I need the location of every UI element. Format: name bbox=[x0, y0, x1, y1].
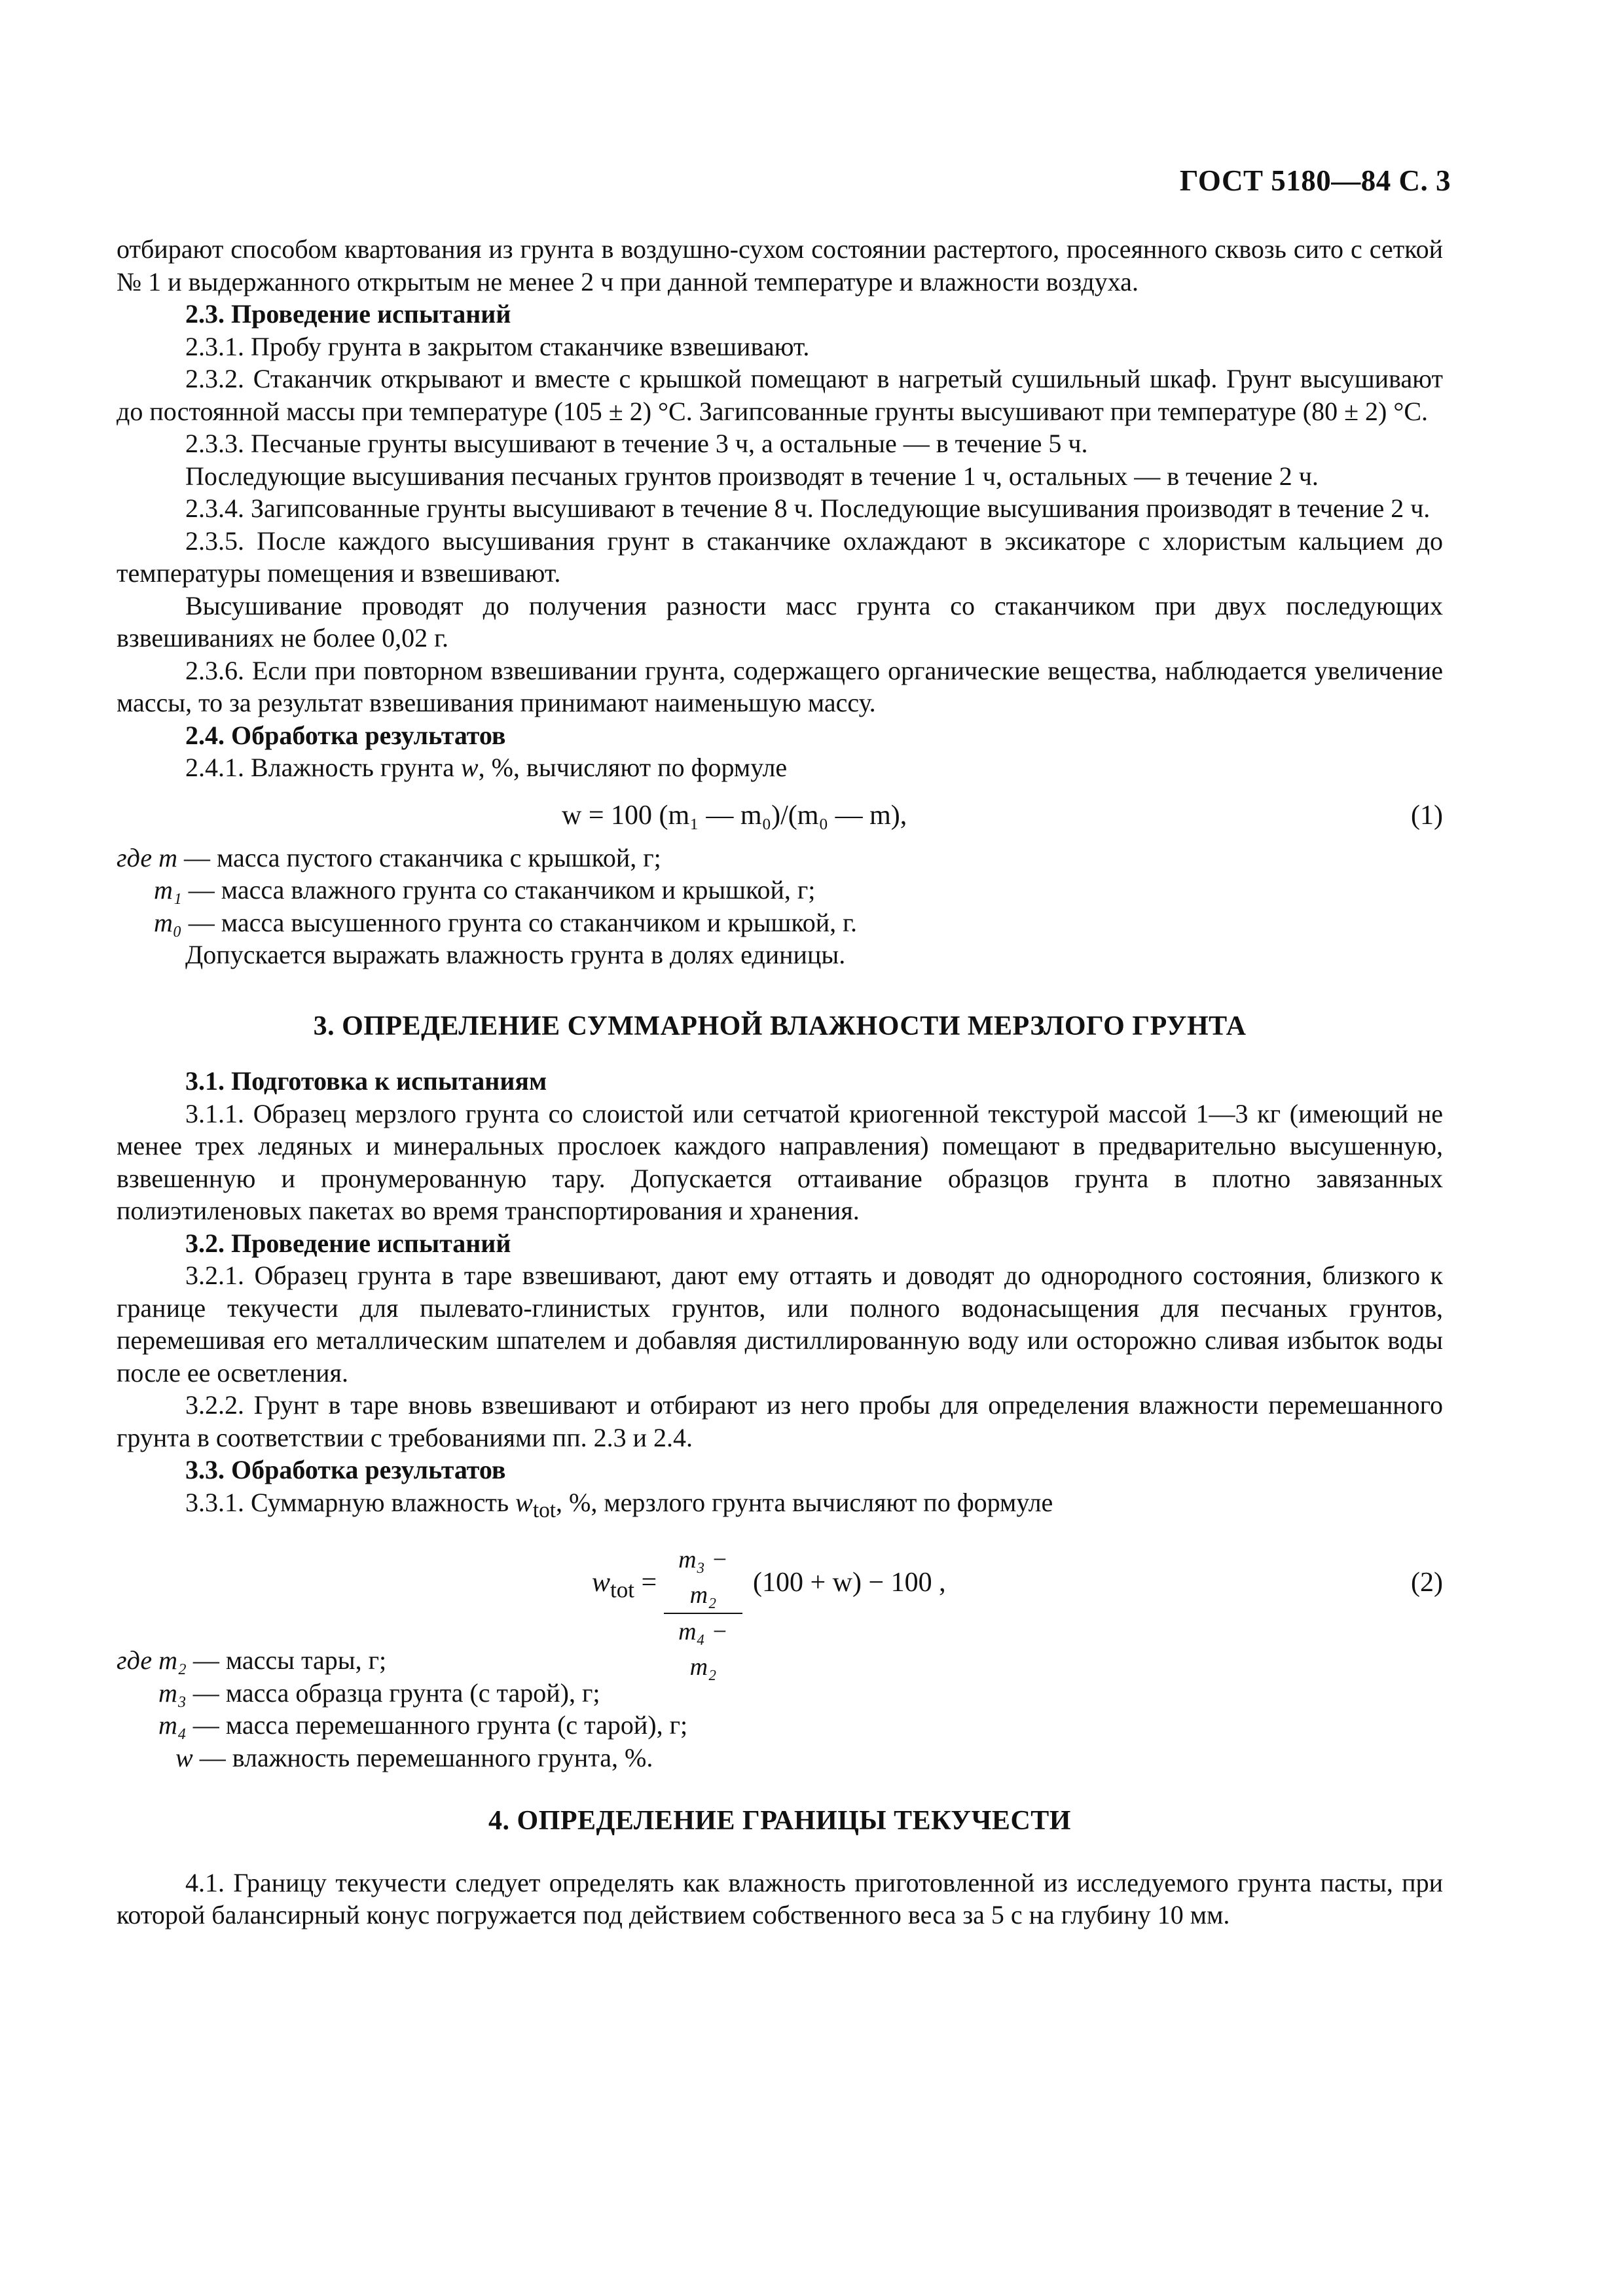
definition-m4 bbox=[117, 1709, 1443, 1742]
formula-2-fraction bbox=[664, 1542, 742, 1685]
numerator-text: m₃ − m₂ bbox=[678, 1546, 728, 1609]
definition-symbol: w bbox=[175, 1742, 193, 1772]
paragraph-2-3-4: 2.3.4. Загипсованные грунты высушивают в течение 8 ч. Последующие высушивания производят в течение 2 ч. bbox=[185, 493, 1431, 523]
paragraph-3-2-1: 3.2.1. Образец грунта в таре взвешивают, дают ему оттаять и доводят до однородного состояния, близкого к границе текучести для пылевато-глинистых грунтов, или полного водонасыщения для песчаных грунтов, перемешивая его металлическим шпателем и добавляя дистиллированную воду или осторожно сливая избыток воды после ее осветления. bbox=[117, 1261, 1443, 1388]
definition-symbol: m₁ bbox=[154, 875, 182, 905]
paragraph-allow: Допускается выражать влажность грунта в долях единицы. bbox=[185, 940, 846, 969]
definition-symbol: где m₂ bbox=[117, 1645, 187, 1675]
variable-w: w bbox=[460, 753, 479, 782]
paragraph-3-2-2: 3.2.2. Грунт в таре вновь взвешивают и отбирают из него пробы для определения влажности перемешанного грунта в соответствии с требованиями пп. 2.3 и 2.4. bbox=[117, 1390, 1443, 1452]
paragraph-intro: отбирают способом квартования из грунта в воздушно-сухом состоянии растертого, просеянного сквозь сито с сеткой № 1 и выдержанного открытым не менее 2 ч при данной температуре и влажности воздуха. bbox=[117, 234, 1443, 296]
formula-2-equals: = bbox=[634, 1568, 657, 1598]
formula-2-numerator bbox=[664, 1542, 742, 1614]
heading-2-4: 2.4. Обработка результатов bbox=[185, 720, 506, 750]
definition-text: — масса высушенного грунта со стаканчиком и крышкой, г. bbox=[181, 907, 858, 937]
definition-text: — масса пустого стаканчика с крышкой, г; bbox=[177, 842, 661, 872]
paragraph-2-3-6: 2.3.6. Если при повторном взвешивании грунта, содержащего органические вещества, наблюдается увеличение массы, то за результат взвешивания принимают наименьшую массу. bbox=[117, 655, 1443, 717]
definition-symbol: m₃ bbox=[158, 1677, 187, 1708]
definition-text: — масса образца грунта (с тарой), г; bbox=[186, 1677, 600, 1708]
paragraph-2-4-1-text: 2.4.1. Влажность грунта bbox=[185, 753, 461, 782]
paragraph-2-3-5b: Высушивание проводят до получения разности масс грунта со стаканчиком при двух последующих взвешиваниях не более 0,02 г. bbox=[117, 590, 1443, 653]
paragraph-2-3-5: 2.3.5. После каждого высушивания грунт в стаканчике охлаждают в эксикаторе с хлористым кальцием до температуры помещения и взвешивают. bbox=[117, 526, 1443, 588]
variable-subscript: tot bbox=[532, 1498, 556, 1522]
definition-text: — влажность перемешанного грунта, %. bbox=[192, 1742, 653, 1772]
heading-3-3: 3.3. Обработка результатов bbox=[185, 1455, 506, 1484]
denominator-text: m₄ − m₂ bbox=[678, 1618, 728, 1681]
page-header: ГОСТ 5180—84 С. 3 bbox=[1179, 164, 1451, 197]
definition-symbol: m₀ bbox=[154, 907, 182, 937]
paragraph-2-4-1 bbox=[117, 751, 1443, 784]
heading-2-3: 2.3. Проведение испытаний bbox=[185, 299, 511, 329]
section-4-title: 4. ОПРЕДЕЛЕНИЕ ГРАНИЦЫ ТЕКУЧЕСТИ bbox=[488, 1806, 1071, 1836]
heading-3-1: 3.1. Подготовка к испытаниям bbox=[185, 1066, 547, 1096]
formula-2-lhs-variable: w bbox=[592, 1568, 611, 1598]
definitions-2 bbox=[117, 1644, 1443, 1774]
definitions-1 bbox=[117, 842, 1443, 939]
paragraph-3-3-1-tail: , %, мерзлого грунта вычисляют по формуле bbox=[556, 1487, 1053, 1517]
heading-3-2: 3.2. Проведение испытаний bbox=[185, 1228, 511, 1258]
formula-1 bbox=[117, 784, 1443, 836]
definition-m bbox=[117, 842, 1443, 874]
paragraph-2-3-1: 2.3.1. Пробу грунта в закрытом стаканчике взвешивают. bbox=[185, 331, 810, 361]
section-3-title: 3. ОПРЕДЕЛЕНИЕ СУММАРНОЙ ВЛАЖНОСТИ МЕРЗЛОГО ГРУНТА bbox=[313, 1011, 1247, 1041]
paragraph-2-3-2: 2.3.2. Стаканчик открывают и вместе с крышкой помещают в нагретый сушильный шкаф. Грунт высушивают до постоянной массы при температуре (105 ± 2) °С. Загипсованные грунты высушивают при температуре (80 ± 2) °С. bbox=[117, 364, 1443, 426]
definition-m0 bbox=[117, 906, 1443, 939]
formula-1-expression: w = 100 (m₁ — m₀)/(m₀ — m), bbox=[562, 800, 907, 831]
document-body bbox=[117, 233, 1443, 1931]
formula-2-rhs: (100 + w) − 100 , bbox=[753, 1568, 946, 1598]
formula-1-number: (1) bbox=[1411, 800, 1443, 831]
definition-m1 bbox=[117, 874, 1443, 906]
definition-symbol: m₄ bbox=[158, 1710, 187, 1740]
formula-2-lhs bbox=[592, 1567, 657, 1606]
paragraph-2-4-1-tail: , %, вычисляют по формуле bbox=[478, 753, 788, 782]
paragraph-2-3-3: 2.3.3. Песчаные грунты высушивают в течение 3 ч, а остальные — в течение 5 ч. bbox=[185, 429, 1088, 458]
definition-m2 bbox=[117, 1644, 1443, 1677]
variable-w-tot: w bbox=[515, 1487, 533, 1517]
formula-2-denominator bbox=[664, 1614, 742, 1685]
formula-2-number: (2) bbox=[1411, 1568, 1443, 1598]
definition-w bbox=[117, 1742, 1443, 1774]
definition-text: — масса влажного грунта со стаканчиком и крышкой, г; bbox=[181, 875, 816, 905]
definition-text: — массы тары, г; bbox=[186, 1645, 387, 1675]
paragraph-4-1: 4.1. Границу текучести следует определять как влажность приготовленной из исследуемого грунта пасты, при которой балансирный конус погружается под действием собственного веса за 5 с на глубину 10 мм. bbox=[117, 1867, 1443, 1929]
definition-text: — масса перемешанного грунта (с тарой), г; bbox=[186, 1710, 688, 1740]
paragraph-3-1-1: 3.1.1. Образец мерзлого грунта со слоистой или сетчатой криогенной текстурой массой 1—3 кг (имеющий не менее трех ледяных и минеральных прослоек каждого направления) помещают в предварительно высушенную, взвешенную и пронумерованную тару. Допускается оттаивание образцов грунта в плотно завязанных полиэтиленовых пакетах во время транспортирования и хранения. bbox=[117, 1098, 1443, 1225]
formula-2-lhs-subscript: tot bbox=[610, 1577, 634, 1603]
definition-symbol: где m bbox=[117, 842, 177, 872]
definition-m3 bbox=[117, 1677, 1443, 1710]
paragraph-3-3-1-text: 3.3.1. Суммарную влажность bbox=[185, 1487, 516, 1517]
paragraph-3-3-1 bbox=[117, 1486, 1443, 1527]
paragraph-2-3-3b: Последующие высушивания песчаных грунтов производят в течение 1 ч, остальных — в течение 2 ч. bbox=[185, 461, 1319, 491]
